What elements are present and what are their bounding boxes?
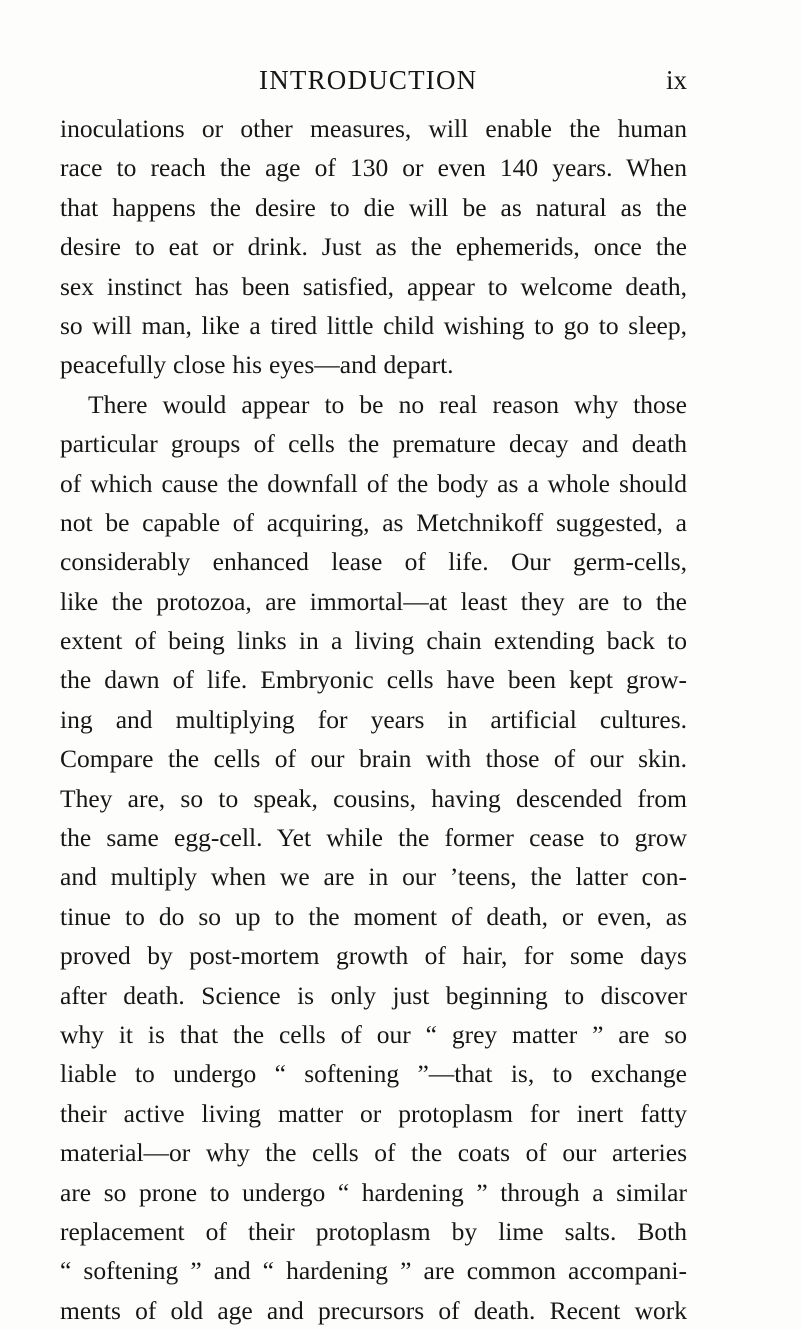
text-line: why it is that the cells of our “ grey matter ” are so bbox=[60, 1019, 687, 1049]
text-line: and multiply when we are in our ’teens, the latter con- bbox=[60, 862, 687, 892]
paragraph-start-line: There would appear to be no real reason why those bbox=[88, 389, 687, 419]
text-line: particular groups of cells the premature decay and death bbox=[60, 429, 687, 459]
text-line: like the protozoa, are immortal—at least they are to the bbox=[60, 586, 687, 616]
text-line: inoculations or other measures, will enable the human bbox=[60, 114, 687, 143]
text-line: sex instinct has been satisfied, appear to welcome death, bbox=[60, 271, 687, 301]
paragraph-end-line: peacefully close his eyes—and depart. bbox=[60, 350, 454, 380]
text-line: replacement of their protoplasm by lime salts. Both bbox=[60, 1216, 687, 1246]
text-line: so will man, like a tired little child wishing to go to sleep, bbox=[60, 310, 687, 340]
text-line: proved by post-mortem growth of hair, for some days bbox=[60, 941, 687, 971]
text-line: material—or why the cells of the coats of our arteries bbox=[60, 1138, 687, 1168]
text-line: that happens the desire to die will be as natural as the bbox=[60, 192, 687, 222]
text-line: ing and multiplying for years in artificial cultures. bbox=[60, 704, 687, 734]
text-line: liable to undergo “ softening ”—that is, to exchange bbox=[60, 1059, 687, 1089]
text-line: ments of old age and precursors of death. Recent work bbox=[60, 1295, 687, 1325]
text-line: desire to eat or drink. Just as the ephemerids, once the bbox=[60, 232, 687, 262]
text-line: the dawn of life. Embryonic cells have been kept grow- bbox=[60, 665, 687, 695]
text-line: are so prone to undergo “ hardening ” through a similar bbox=[60, 1177, 687, 1207]
body-text bbox=[60, 109, 687, 1330]
text-line: Compare the cells of our brain with those of our skin. bbox=[60, 744, 687, 774]
text-line: tinue to do so up to the moment of death, or even, as bbox=[60, 901, 687, 931]
text-line: race to reach the age of 130 or even 140 years. When bbox=[60, 153, 687, 183]
text-line: the same egg-cell. Yet while the former cease to grow bbox=[60, 823, 687, 853]
text-line: their active living matter or protoplasm for inert fatty bbox=[60, 1098, 687, 1128]
running-header bbox=[259, 60, 687, 100]
text-line: considerably enhanced lease of life. Our germ-cells, bbox=[60, 547, 687, 577]
text-line: after death. Science is only just beginning to discover bbox=[60, 980, 687, 1010]
text-line: “ softening ” and “ hardening ” are common accompani- bbox=[60, 1256, 687, 1286]
page-number: ix bbox=[665, 65, 687, 95]
text-line: extent of being links in a living chain extending back to bbox=[60, 626, 687, 656]
running-title: INTRODUCTION bbox=[259, 65, 478, 95]
text-line: not be capable of acquiring, as Metchnikoff suggested, a bbox=[60, 507, 687, 537]
text-line: of which cause the downfall of the body as a whole should bbox=[60, 468, 687, 498]
text-line: They are, so to speak, cousins, having descended from bbox=[60, 783, 687, 813]
